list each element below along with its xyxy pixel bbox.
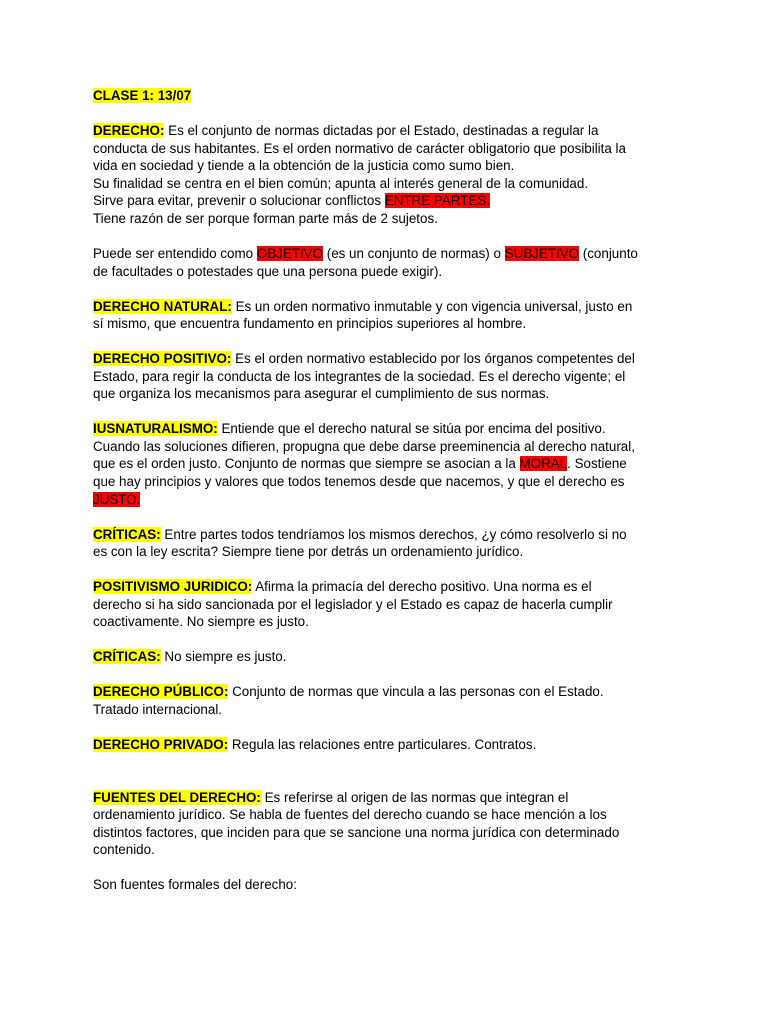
text-line: Conjunto de normas que vincula a las personas con el Estado. xyxy=(228,684,604,700)
term-derecho: DERECHO: xyxy=(93,122,165,138)
term-derecho-publico: DERECHO PÚBLICO: xyxy=(93,684,229,700)
text-line: Cuando las soluciones difieren, propugna que debe darse preeminencia al derecho natural, xyxy=(93,438,635,454)
document-page xyxy=(93,87,683,894)
red-highlight-subjetivo: SUBJETIVO xyxy=(504,245,580,261)
text-line: Es un orden normativo inmutable y con vigencia universal, justo en xyxy=(231,298,633,314)
section-derecho-positivo xyxy=(93,350,683,403)
text-line: es con la ley escrita? Siempre tiene por detrás un ordenamiento jurídico. xyxy=(93,544,524,560)
text-line: coactivamente. No siempre es justo. xyxy=(93,614,309,630)
section-derecho-publico xyxy=(93,683,683,718)
red-highlight-justo: JUSTO. xyxy=(93,491,141,507)
text-line: Tiene razón de ser porque forman parte más de 2 sujetos. xyxy=(93,210,438,226)
text-line: Su finalidad se centra en el bien común; apunta al interés general de la comunidad. xyxy=(93,175,589,191)
text-line: derecho si ha sido sancionada por el legislador y el Estado es capaz de hacerla cumplir xyxy=(93,596,613,612)
text-line: ordenamiento jurídico. Se habla de fuentes del derecho cuando se hace mención a los xyxy=(93,807,607,823)
text-line: de facultades o potestades que una persona puede exigir). xyxy=(93,263,443,279)
text-line: Tratado internacional. xyxy=(93,701,223,717)
red-highlight-entre-partes: ENTRE PARTES. xyxy=(384,193,490,209)
section-derecho xyxy=(93,122,683,228)
section-derecho-privado xyxy=(93,736,683,754)
text-line: que organiza los mecanismos para asegurar el cumplimiento de sus normas. xyxy=(93,386,550,402)
section-criticas-1 xyxy=(93,526,683,561)
text-line: conducta de sus habitantes. Es el orden normativo de carácter obligatorio que posibilita la xyxy=(93,140,626,156)
text-line: sí mismo, que encuentra fundamento en principios superiores al hombre. xyxy=(93,316,527,332)
text-line: vida en sociedad y tiende a la obtención de la justicia como sumo bien. xyxy=(93,158,515,174)
fuentes-formales-line: Son fuentes formales del derecho: xyxy=(93,877,297,893)
text-line: Es el conjunto de normas dictadas por el Estado, destinadas a regular la xyxy=(164,122,599,138)
text-line: (conjunto xyxy=(579,245,638,261)
text-line: Puede ser entendido como xyxy=(93,245,257,261)
term-iusnaturalismo: IUSNATURALISMO: xyxy=(93,421,218,437)
text-line: . Sostiene xyxy=(567,456,627,472)
section-fuentes xyxy=(93,789,683,859)
class-heading-line xyxy=(93,87,683,105)
section-iusnaturalismo xyxy=(93,420,683,508)
section-criticas-2 xyxy=(93,648,683,666)
text-line: Entiende que el derecho natural se sitúa por encima del positivo. xyxy=(217,421,606,437)
term-derecho-privado: DERECHO PRIVADO: xyxy=(93,736,229,752)
text-line: Estado, para regir la conducta de los integrantes de la sociedad. Es el derecho vigente; el xyxy=(93,368,626,384)
term-criticas: CRÍTICAS: xyxy=(93,649,161,665)
text-line: Sirve para evitar, prevenir o solucionar conflictos xyxy=(93,193,385,209)
term-derecho-positivo: DERECHO POSITIVO: xyxy=(93,351,232,367)
text-line: Es referirse al origen de las normas que integran el xyxy=(260,789,569,805)
red-highlight-objetivo: OBJETIVO xyxy=(256,245,324,261)
text-line: contenido. xyxy=(93,842,155,858)
text-line: Regula las relaciones entre particulares. Contratos. xyxy=(228,736,537,752)
text-line: Afirma la primacía del derecho positivo. Una norma es el xyxy=(252,579,592,595)
text-line: No siempre es justo. xyxy=(160,649,287,665)
text-line: que hay principios y valores que todos tenemos desde que nacemos, y que el derecho es xyxy=(93,474,625,490)
term-fuentes-del-derecho: FUENTES DEL DERECHO: xyxy=(93,789,261,805)
section-entendido xyxy=(93,245,683,280)
text-line: Entre partes todos tendríamos los mismos derechos, ¿y cómo resolverlo si no xyxy=(160,526,627,542)
term-positivismo-juridico: POSITIVISMO JURIDICO: xyxy=(93,579,253,595)
section-positivismo xyxy=(93,578,683,631)
term-criticas: CRÍTICAS: xyxy=(93,526,161,542)
term-derecho-natural: DERECHO NATURAL: xyxy=(93,298,232,314)
text-line: Es el orden normativo establecido por los órganos competentes del xyxy=(231,351,635,367)
text-line: que es el orden justo. Conjunto de normas que siempre se asocian a la xyxy=(93,456,520,472)
text-line: (es un conjunto de normas) o xyxy=(323,245,505,261)
class-heading: CLASE 1: 13/07 xyxy=(93,88,192,103)
text-line: distintos factores, que inciden para que se sancione una norma jurídica con determinado xyxy=(93,824,620,840)
red-highlight-moral: MORAL xyxy=(519,456,568,472)
section-derecho-natural xyxy=(93,298,683,333)
